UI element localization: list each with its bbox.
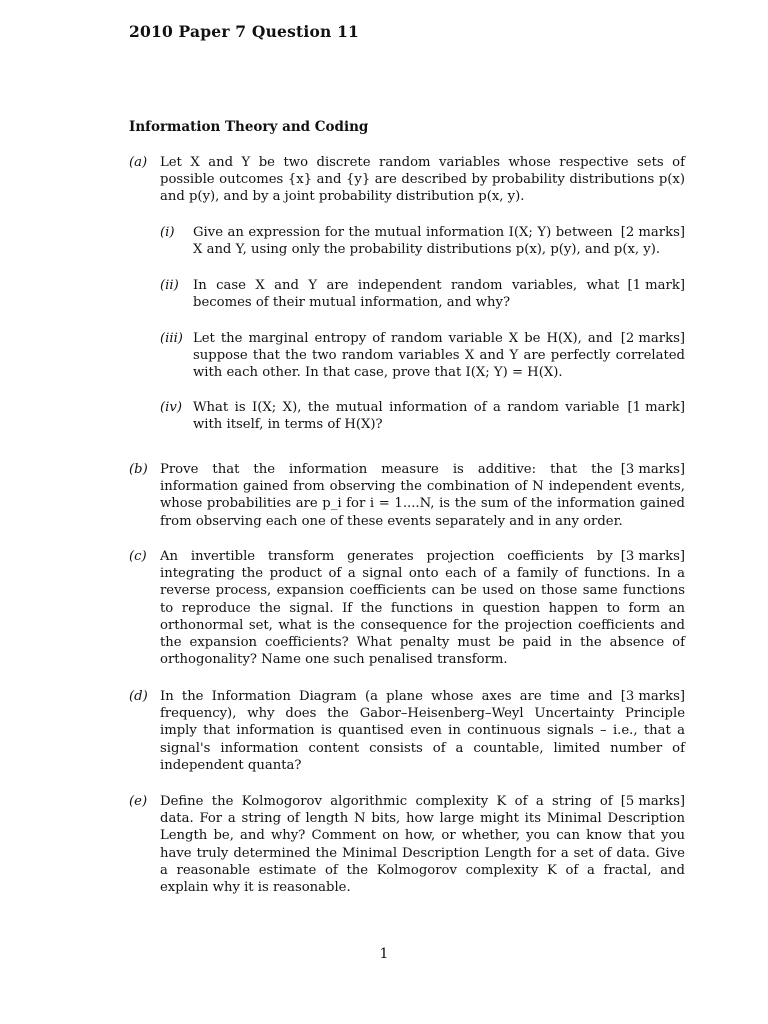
marks: [3 marks] (620, 462, 685, 477)
question-e-label: (e) (129, 794, 148, 809)
question-d-text: In the Information Diagram (a plane whose axes are time and frequency), why does the Gabor–Heisenberg–Weyl Uncertainty Principle imply that information is quantised even in continuous signals – i.e., that a signal's information content consists of a countable, limited number of independent quanta? (160, 689, 685, 773)
question-d (129, 688, 685, 774)
question-a-part-i (160, 224, 685, 258)
question-a-label: (a) (129, 155, 148, 170)
page-header: 2010 Paper 7 Question 11 (129, 22, 360, 41)
marks: [2 marks] (620, 331, 685, 346)
question-c-text: An invertible transform generates projection coefficients by integrating the product of a signal onto each of a family of functions. In a reverse process, expansion coefficients can be used on those same functions to reproduce the signal. If the functions in question happen to form an orthonormal set, what is the consequence for the projection coefficients and the expansion coefficients? What penalty must be paid in the absence of orthogonality? Name one such penalised transform. (160, 549, 685, 668)
question-d-label: (d) (129, 689, 148, 704)
question-b-label: (b) (129, 462, 148, 477)
marks: [5 marks] (620, 794, 685, 809)
page-number: 1 (379, 946, 389, 962)
part-label: (iv) (160, 400, 182, 415)
question-a-part-iii (160, 330, 685, 382)
marks: [1 mark] (627, 400, 685, 415)
marks: [1 mark] (627, 278, 685, 293)
marks: [3 marks] (620, 689, 685, 704)
section-title: Information Theory and Coding (129, 119, 369, 135)
marks: [2 marks] (620, 225, 685, 240)
question-c (129, 548, 685, 668)
part-label: (ii) (160, 278, 179, 293)
question-a (129, 154, 685, 206)
question-e-text: Define the Kolmogorov algorithmic complexity K of a string of data. For a string of length N bits, how large might its Minimal Description Length be, and why? Comment on how, or whether, you can know that you have truly determined the Minimal Description Length for a set of data. Give a reasonable estimate of the Kolmogorov complexity K of a fractal, and explain why it is reasonable. (160, 794, 685, 896)
question-b-text: Prove that the information measure is additive: that the information gained from observing the combination of N independent events, whose probabilities are p_i for i = 1....N, is the sum of the information gained from observing each one of these events separately and in any order. (160, 462, 685, 529)
part-text: Let the marginal entropy of random variable X be H(X), and suppose that the two random variables X and Y are perfectly correlated with each other. In that case, prove that I(X; Y) = H(X). (193, 331, 685, 381)
question-a-part-ii (160, 277, 685, 311)
question-c-label: (c) (129, 549, 147, 564)
question-a-part-iv (160, 399, 685, 433)
question-e (129, 793, 685, 896)
marks: [3 marks] (620, 549, 685, 564)
part-text: What is I(X; X), the mutual information of a random variable with itself, in terms of H(X)? (193, 400, 620, 433)
part-label: (iii) (160, 331, 183, 346)
part-text: Give an expression for the mutual information I(X; Y) between X and Y, using only the probability distributions p(x), p(y), and p(x, y). (193, 225, 661, 258)
question-a-text: Let X and Y be two discrete random variables whose respective sets of possible outcomes {x} and {y} are described by probability distributions p(x) and p(y), and by a joint probability distribution p(x, y). (160, 155, 685, 205)
part-label: (i) (160, 225, 175, 240)
question-b (129, 461, 685, 530)
part-text: In case X and Y are independent random variables, what becomes of their mutual information, and why? (193, 278, 620, 311)
